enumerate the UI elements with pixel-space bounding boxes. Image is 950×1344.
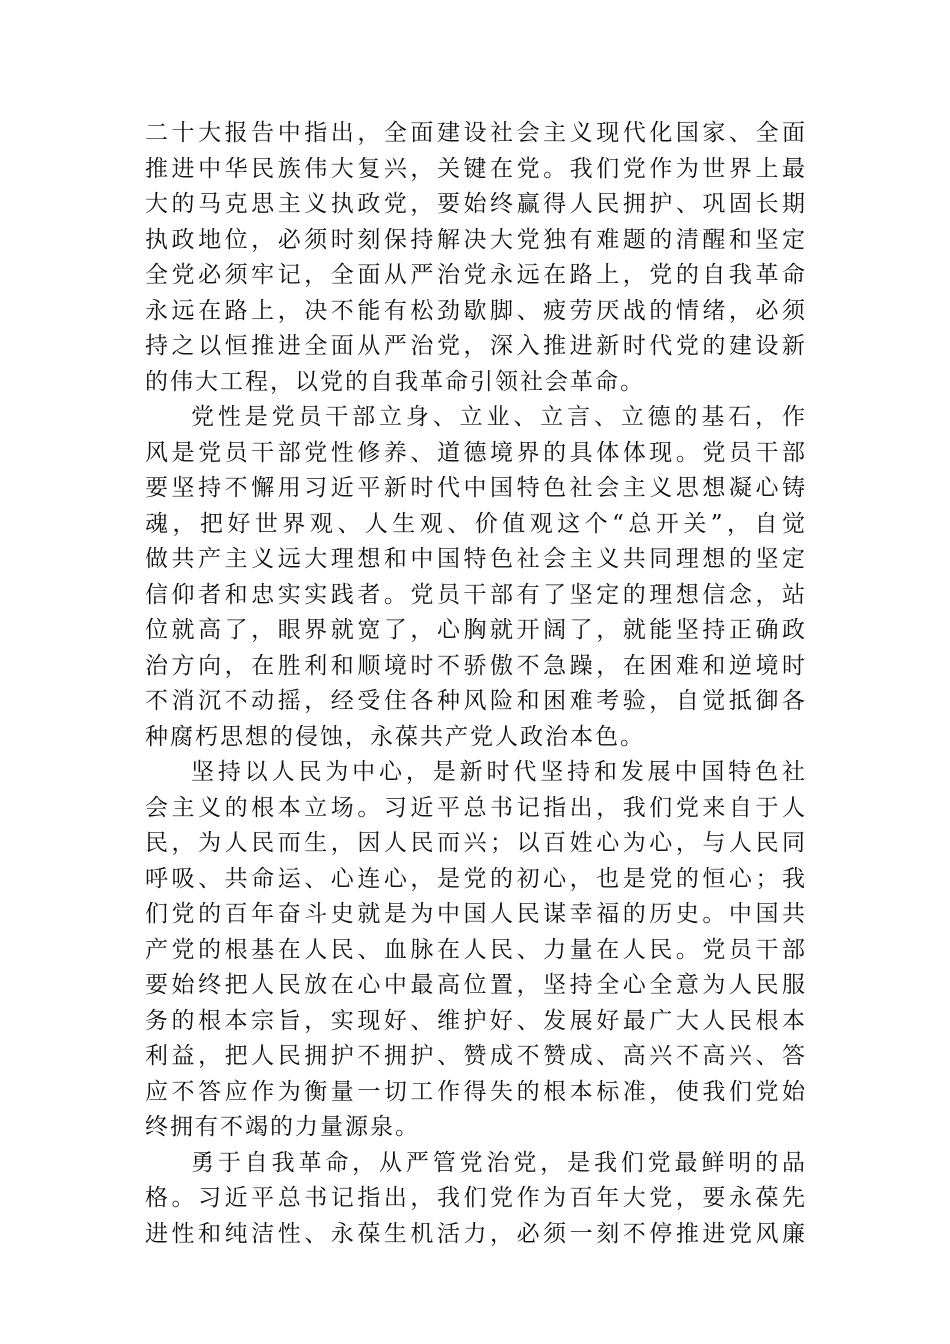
text-line: 风是党员干部党性修养、道德境界的具体体现。党员干部 — [145, 439, 807, 466]
text-line: 终拥有不竭的力量源泉。 — [145, 1114, 420, 1140]
text-line: 位就高了，眼界就宽了，心胸就开阔了，就能坚持正确政 — [145, 617, 807, 643]
text-line: 呼吸、共命运、心连心，是党的初心，也是党的恒心；我 — [145, 865, 807, 892]
text-line: 大的马克思主义执政党，要始终赢得人民拥护、巩固长期 — [145, 191, 807, 217]
text-line: 持之以恒推进全面从严治党，深入推进新时代党的建设新 — [145, 333, 807, 359]
text-line: 民，为人民而生，因人民而兴；以百姓心为心，与人民同 — [145, 830, 807, 856]
text-line: 种腐朽思想的侵蚀，永葆共产党人政治本色。 — [145, 723, 645, 750]
text-line: 要始终把人民放在心中最高位置，坚持全心全意为人民服 — [145, 972, 807, 998]
text-line: 们党的百年奋斗史就是为中国人民谋幸福的历史。中国共 — [145, 901, 807, 927]
text-line: 格。习近平总书记指出，我们党作为百年大党，要永葆先 — [145, 1185, 807, 1211]
text-line: 进性和纯洁性、永葆生机活力，必须一刻不停推进党风廉 — [145, 1220, 807, 1247]
text-line: 信仰者和忠实实践者。党员干部有了坚定的理想信念，站 — [145, 581, 807, 608]
text-line: 产党的根基在人民、血脉在人民、力量在人民。党员干部 — [145, 936, 807, 963]
text-line: 党性是党员干部立身、立业、立言、立德的基石，作 — [191, 404, 807, 430]
text-line: 务的根本宗旨，实现好、维护好、发展好最广大人民根本 — [145, 1007, 807, 1034]
text-line: 二十大报告中指出，全面建设社会主义现代化国家、全面 — [145, 120, 807, 146]
text-line: 利益，把人民拥护不拥护、赞成不赞成、高兴不高兴、答 — [145, 1043, 807, 1069]
text-line: 坚持以人民为中心，是新时代坚持和发展中国特色社 — [191, 759, 807, 785]
body-text — [145, 116, 807, 1252]
text-line: 不消沉不动摇，经受住各种风险和困难考验，自觉抵御各 — [145, 688, 807, 714]
text-line: 勇于自我革命，从严管党治党，是我们党最鲜明的品 — [191, 1149, 807, 1176]
text-line: 会主义的根本立场。习近平总书记指出，我们党来自于人 — [145, 794, 807, 821]
text-line: 的伟大工程，以党的自我革命引领社会革命。 — [145, 368, 645, 395]
text-line: 治方向，在胜利和顺境时不骄傲不急躁，在困难和逆境时 — [145, 652, 807, 679]
text-line: 推进中华民族伟大复兴，关键在党。我们党作为世界上最 — [145, 155, 807, 182]
text-line: 全党必须牢记，全面从严治党永远在路上，党的自我革命 — [145, 262, 807, 288]
text-line: 执政地位，必须时刻保持解决大党独有难题的清醒和坚定 — [145, 226, 807, 253]
text-line: 永远在路上，决不能有松劲歇脚、疲劳厌战的情绪，必须 — [145, 297, 807, 324]
text-line: 要坚持不懈用习近平新时代中国特色社会主义思想凝心铸 — [145, 475, 807, 501]
text-line: 做共产主义远大理想和中国特色社会主义共同理想的坚定 — [145, 546, 807, 572]
text-line: 应不答应作为衡量一切工作得失的根本标准，使我们党始 — [145, 1078, 807, 1105]
text-line: 魂，把好世界观、人生观、价值观这个“总开关”，自觉 — [145, 510, 807, 537]
